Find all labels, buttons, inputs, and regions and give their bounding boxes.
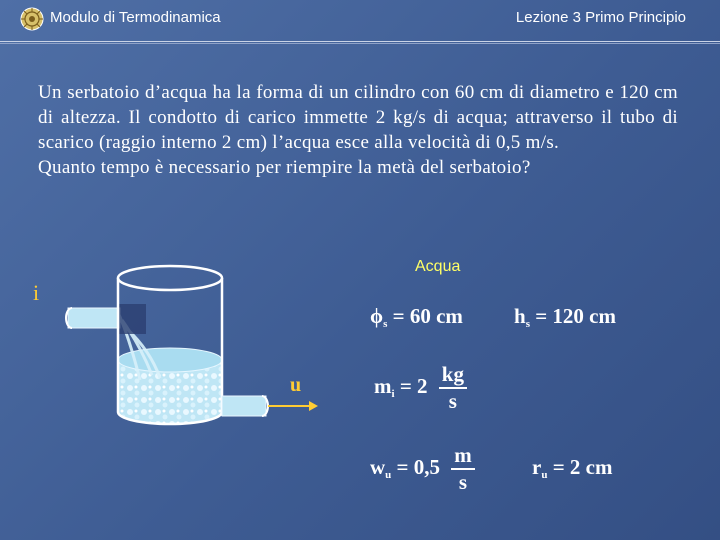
diameter-value: = 60 cm <box>392 304 463 328</box>
mass-flow-unit <box>439 362 467 414</box>
velocity-value: = 0,5 <box>396 454 441 479</box>
tank-diagram <box>0 240 360 440</box>
radius-value: = 2 cm <box>552 455 613 479</box>
radius-equation <box>532 455 612 481</box>
problem-question: Quanto tempo è necessario per riempire la metà del serbatoio? <box>38 157 531 178</box>
velocity-unit <box>451 443 475 495</box>
mass-flow-subscript: i <box>391 387 395 400</box>
diameter-equation <box>370 304 463 330</box>
velocity-equation <box>370 443 475 495</box>
diameter-subscript: s <box>383 318 388 330</box>
height-value: = 120 cm <box>535 304 616 328</box>
mass-flow-unit-denominator: s <box>448 389 457 413</box>
water-label: Acqua <box>415 258 461 275</box>
outlet-pipe <box>222 396 266 416</box>
mass-flow-unit-numerator: kg <box>439 362 467 389</box>
diameter-symbol: ϕ <box>370 304 384 328</box>
mass-flow-value: = 2 <box>399 373 428 398</box>
lesson-title: Lezione 3 Primo Principio <box>515 9 686 26</box>
height-equation <box>514 304 616 330</box>
header-divider-secondary <box>0 43 720 44</box>
velocity-subscript: u <box>385 468 392 481</box>
height-subscript: s <box>525 318 530 330</box>
velocity-unit-denominator: s <box>458 470 468 494</box>
inlet-label: i <box>33 280 40 305</box>
course-title: Modulo di Termodinamica <box>50 9 221 26</box>
height-symbol: h <box>514 304 526 328</box>
velocity-unit-numerator: m <box>451 443 475 470</box>
university-logo-icon <box>20 7 44 31</box>
outlet-label: u <box>290 374 302 396</box>
velocity-symbol: w <box>370 454 386 479</box>
header-divider <box>0 41 720 42</box>
outlet-arrowhead <box>309 401 318 411</box>
mass-flow-symbol: m <box>374 373 392 398</box>
inlet-pipe <box>68 308 120 328</box>
problem-statement <box>38 80 678 180</box>
radius-symbol: r <box>532 455 542 479</box>
problem-description: Un serbatoio d’acqua ha la forma di un cilindro con 60 cm di diametro e 120 cm di altezza. Il condotto di carico immette 2 kg/s di acqua; attraverso il tubo di scarico (raggio interno 2 cm) l’acqua esce alla velocità di 0,5 m/s. <box>38 82 678 153</box>
mass-flow-equation <box>374 362 467 414</box>
inlet-shadow <box>118 304 146 334</box>
slide-header <box>0 0 720 40</box>
radius-subscript: u <box>541 469 548 481</box>
